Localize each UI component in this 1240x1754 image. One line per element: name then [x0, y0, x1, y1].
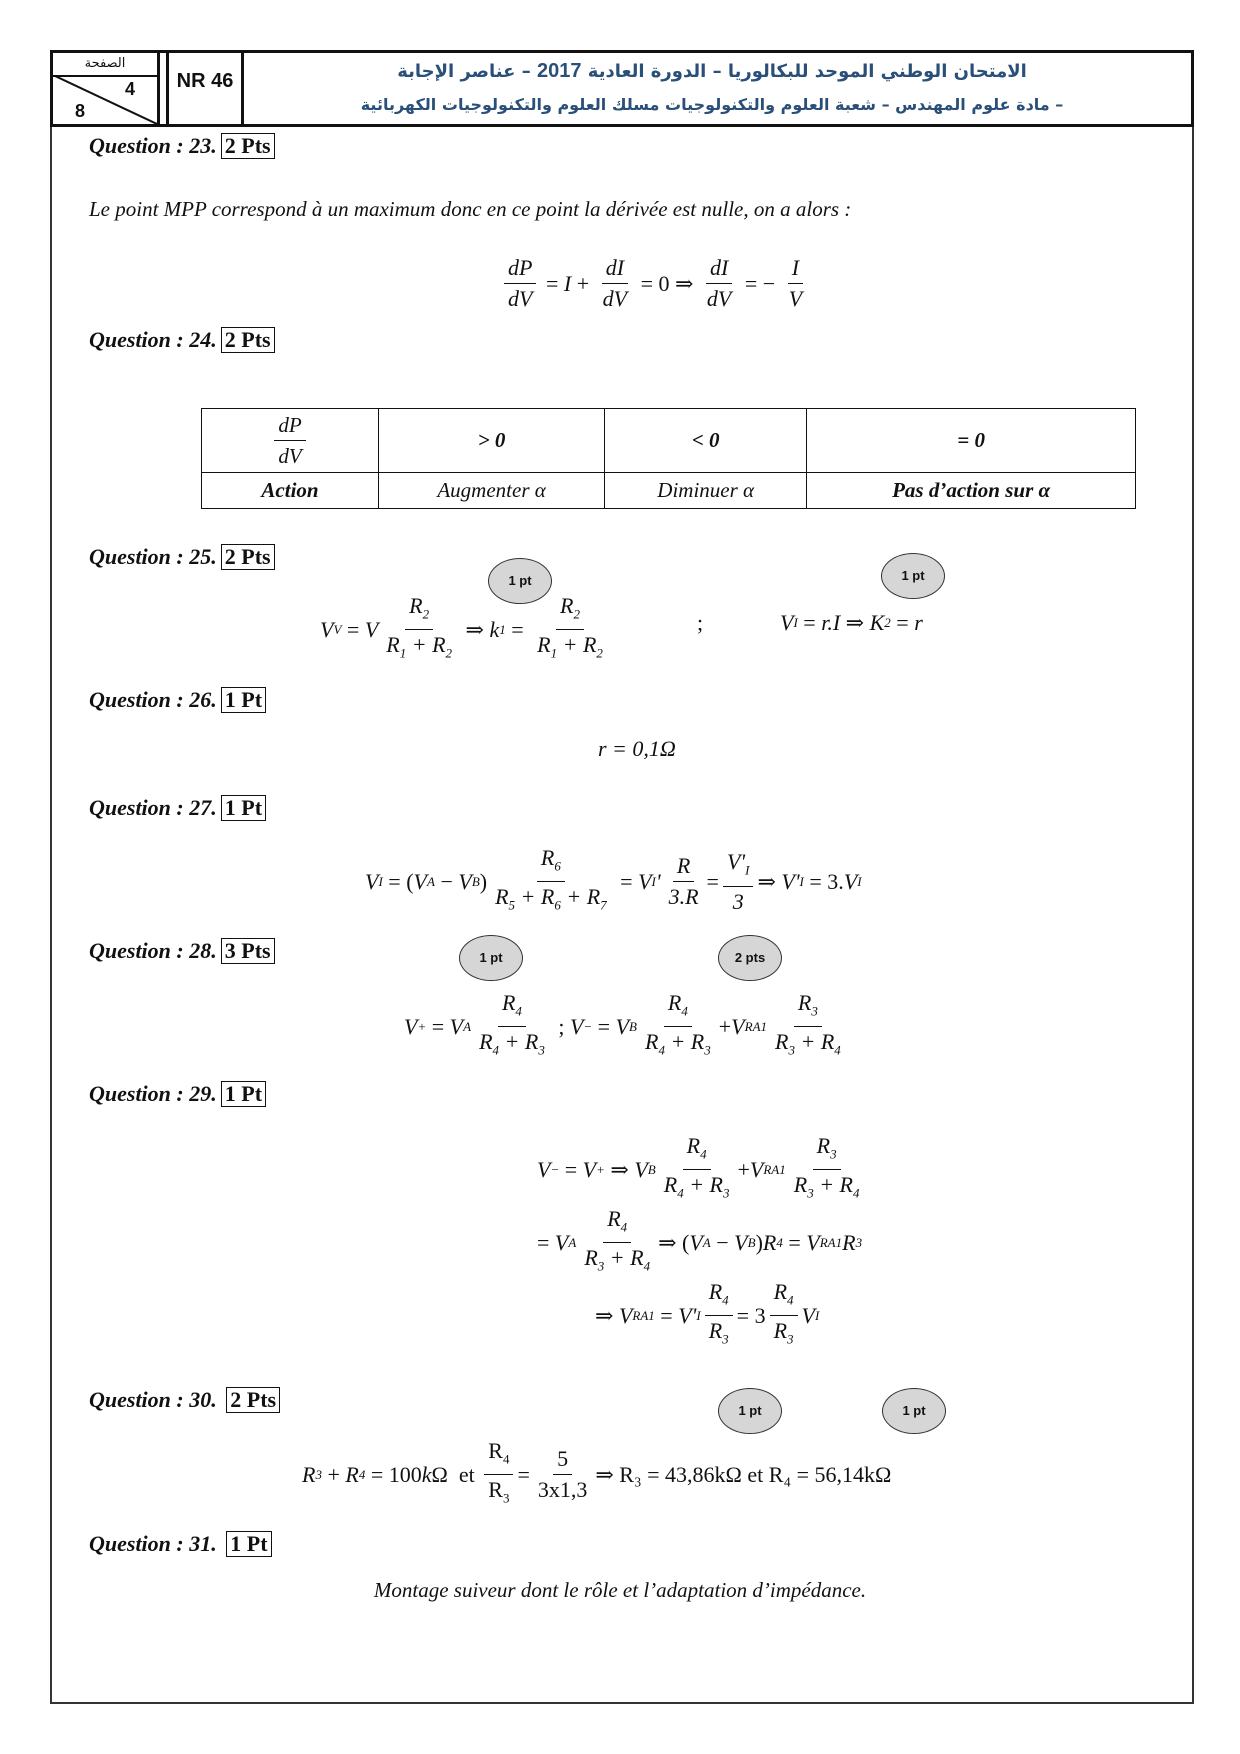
question-26-label: Question : 26. [89, 687, 217, 712]
question-30-points: 2 Pts [226, 1387, 280, 1413]
page-box-diagonal [53, 75, 157, 124]
question-27-points: 1 Pt [221, 795, 266, 821]
score-badge: 2 pts [718, 935, 782, 981]
question-26-points: 1 Pt [221, 687, 266, 713]
header-year: 2017 [537, 60, 582, 82]
question-26-value: r = 0,1Ω [598, 736, 676, 761]
action-increase: Augmenter α [379, 473, 605, 509]
header-title-part-b: – عناصر الإجابة [397, 61, 531, 82]
exam-header [50, 50, 1194, 127]
page-number-box [53, 53, 160, 124]
action-none: Pas d’action sur α [807, 473, 1136, 509]
question-23-text: Le point MPP correspond à un maximum donc en ce point la dérivée est nulle, on a alors : [89, 197, 852, 221]
question-25-label: Question : 25. [89, 544, 217, 569]
question-30-label: Question : 30. [89, 1387, 217, 1412]
header-title-line-2: – مادة علوم المهندس – شعبة العلوم والتكنولوجيات مسلك العلوم والتكنولوجيات الكهربائية [360, 95, 1064, 114]
question-31-text: Montage suiveur dont le rôle et l’adaptation d’impédance. [373, 1578, 867, 1602]
question-31-label: Question : 31. [89, 1531, 217, 1556]
question-31-heading [89, 1531, 272, 1557]
score-badge: 1 pt [881, 553, 945, 599]
exam-code: NR 46 [166, 53, 244, 124]
question-27-equation: V I = ( V A − V B ) $\frac{R_6}{R_5 + R_6 + R_7}$ = V I ' $\frac{R}{3.R}$ = $\frac{V'_I}{3}$ ⇒ V' I = 3. V I [365, 845, 862, 914]
question-30-heading [89, 1387, 280, 1413]
question-30-result: ⇒ R₃ = 43,86kΩ et R₄ = 56,14kΩ [595, 1461, 892, 1487]
score-badge: 1 pt [488, 558, 552, 604]
question-25-equation-1: V V = V $\frac{R_2}{R_1 + R_2}$ ⇒ k 1 = $\frac{R_2}{R_1 + R_2}$ [320, 593, 603, 661]
question-23-heading [89, 133, 275, 159]
question-27-heading [89, 795, 266, 821]
question-26-heading [89, 687, 266, 713]
question-25-points: 2 Pts [221, 544, 275, 570]
score-badge: 1 pt [882, 1388, 946, 1434]
col-positive: > 0 [379, 409, 605, 473]
header-title [253, 55, 1171, 122]
question-29-label: Question : 29. [89, 1081, 217, 1106]
question-23-label: Question : 23. [89, 133, 217, 158]
question-29-heading [89, 1081, 266, 1107]
mppt-action-table [201, 408, 1136, 509]
question-29-points: 1 Pt [221, 1081, 266, 1107]
question-24-heading [89, 327, 275, 353]
question-23-points: 2 Pts [221, 133, 275, 159]
header-title-part-a: الامتحان الوطني الموحد للبكالوريا – الدورة العادية [587, 61, 1027, 82]
question-27-label: Question : 27. [89, 795, 217, 820]
score-badge: 1 pt [718, 1388, 782, 1434]
question-29-equation-1: V − = V + ⇒ V B $\frac{R_4}{R_4 + R_3}$ + V RA1 $\frac{R_3}{R_3 + R_4}$ [537, 1133, 860, 1201]
question-28-label: Question : 28. [89, 938, 217, 963]
question-28-points: 3 Pts [221, 938, 275, 964]
derivative-header: $\frac{dP}{dV}$ [202, 409, 379, 473]
question-25-separator: ; [697, 610, 704, 635]
action-decrease: Diminuer α [605, 473, 807, 509]
question-24-label: Question : 24. [89, 327, 217, 352]
page-number: 4 [124, 79, 135, 99]
col-zero: = 0 [807, 409, 1136, 473]
question-28-heading [89, 938, 275, 964]
col-negative: < 0 [605, 409, 807, 473]
question-29-equation-3: ⇒ V RA1 = V' I $\frac{R_4}{R_3}$ = 3 $\frac{R_4}{R_3}$ V I [595, 1279, 820, 1347]
score-badge: 1 pt [459, 935, 523, 981]
question-29-equation-2: = V A $\frac{R_4}{R_3 + R_4}$ ⇒ ( V A − V B ) R 4 = V RA1 R 3 [537, 1206, 863, 1274]
question-23-equation: $\frac{dP}{dV}$ = I + $\frac{dI}{dV}$ = 0 ⇒ $\frac{dI}{dV}$ = − $\frac{I}{V}$ [500, 255, 810, 312]
page-total: 8 [75, 101, 86, 121]
action-label: Action [202, 473, 379, 509]
question-30-equation: R 3 + R 4 = 100 k Ω et $\frac{R_4}{R_3}$ = $\frac{5}{3x1,3}$ ⇒ R₃ = 43,86kΩ et R₄ = 56,14kΩ [302, 1438, 892, 1506]
header-title-line-1 [253, 55, 1171, 88]
question-25-equation-2: V I = r.I ⇒ K 2 = r [780, 610, 923, 635]
question-31-points: 1 Pt [226, 1531, 271, 1557]
question-25-heading [89, 544, 275, 570]
question-24-points: 2 Pts [221, 327, 275, 353]
question-28-equation: V + = V A $\frac{R_4}{R_4 + R_3}$ ; V − = V B $\frac{R_4}{R_4 + R_3}$ + V RA1 $\frac{R_3}{R_3 + R_4}$ [404, 990, 841, 1058]
page-label: الصفحة [53, 53, 157, 77]
